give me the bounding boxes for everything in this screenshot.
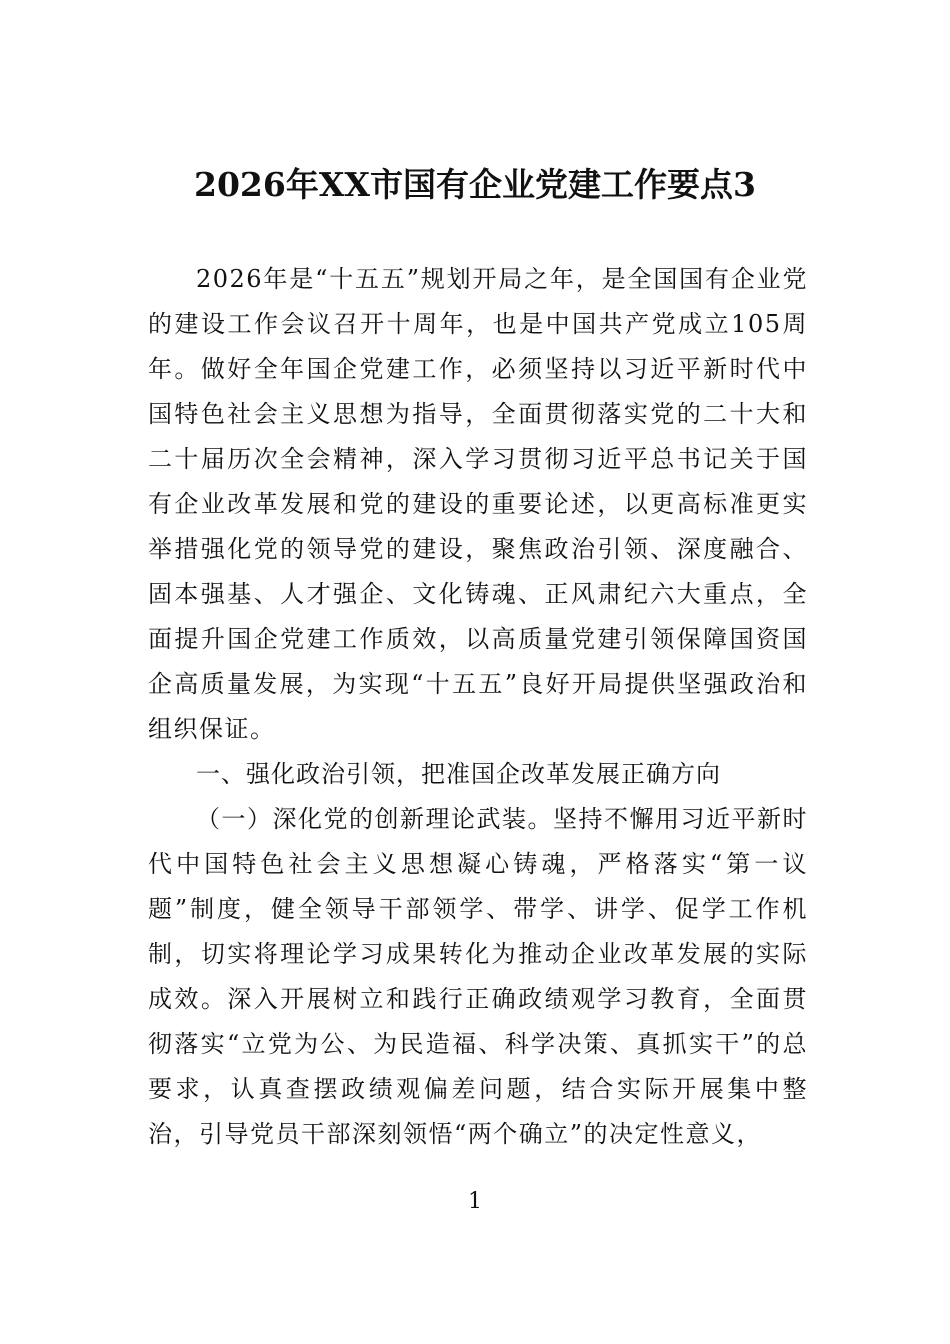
- subsection-lead: （一）深化党的创新理论武装。: [196, 805, 553, 833]
- intro-paragraph: 2026年是“十五五”规划开局之年，是全国国有企业党的建设工作会议召开十周年，也是中国共产党成立105周年。做好全年国企党建工作，必须坚持以习近平新时代中国特色社会主义思想为指导，全面贯彻落实党的二十大和二十届历次全会精神，深入学习贯彻习近平总书记关于国有企业改革发展和党的建设的重要论述，以更高标准更实举措强化党的领导党的建设，聚焦政治引领、深度融合、固本强基、人才强企、文化铸魂、正风肃纪六大重点，全面提升国企党建工作质效，以高质量党建引领保障国资国企高质量发展，为实现“十五五”良好开局提供坚强政治和组织保证。: [148, 265, 808, 743]
- subsection-body: 坚持不懈用习近平新时代中国特色社会主义思想凝心铸魂，严格落实“第一议题”制度，健全领导干部领学、带学、讲学、促学工作机制，切实将理论学习成果转化为推动企业改革发展的实际成效。深入开展树立和践行正确政绩观学习教育，全面贯彻落实“立党为公、为民造福、科学决策、真抓实干”的总要求，认真查摆政绩观偏差问题，结合实际开展集中整治，引导党员干部深刻领悟“两个确立”的决定性意义，: [148, 805, 808, 1148]
- page-number: 1: [468, 1189, 482, 1214]
- section-heading: 一、强化政治引领，把准国企改革发展正确方向: [196, 760, 721, 788]
- document-body: [148, 257, 808, 1157]
- subsection-paragraph: [148, 797, 808, 1157]
- document-title: 2026年XX市国有企业党建工作要点3: [193, 165, 756, 204]
